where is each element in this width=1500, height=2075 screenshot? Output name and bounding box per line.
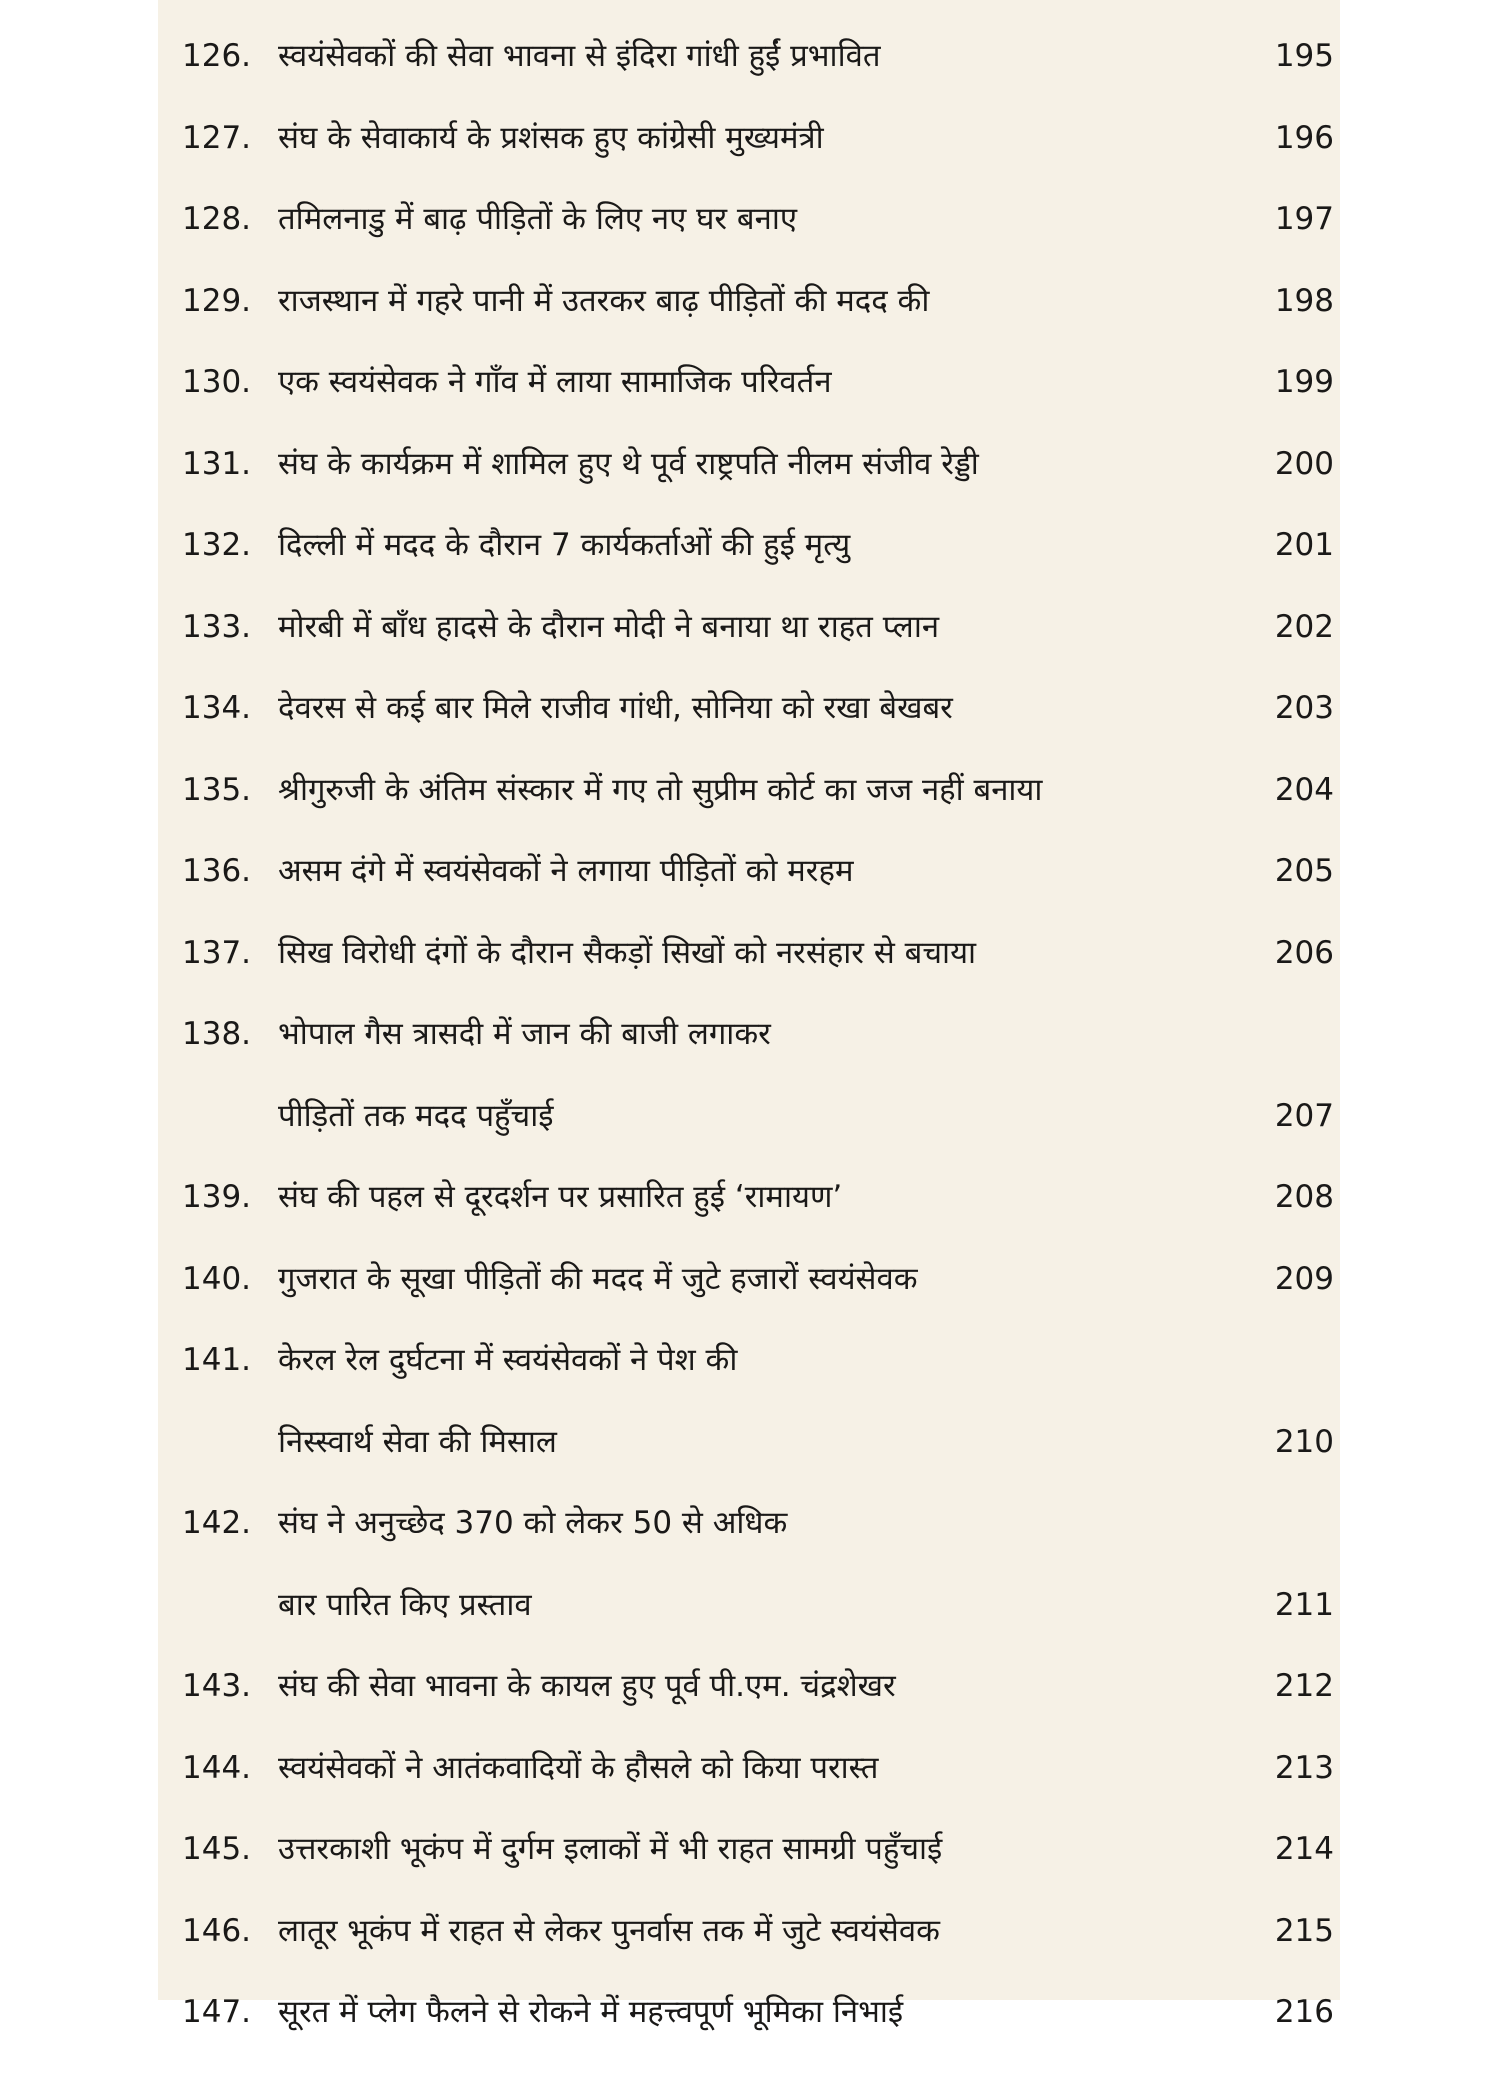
book-page [158,0,1340,2030]
entry-page-number: 215 [1274,1912,1334,1949]
entry-title-line: केरल रेल दुर्घटना में स्वयंसेवकों ने पेश की [278,1342,738,1378]
entry-number: 132. [182,527,252,563]
entry-number: 137. [182,934,252,971]
entry-title [278,526,1258,608]
entry-number: 136. [182,853,252,889]
entry-title-line: उत्तरकाशी भूकंप में दुर्गम इलाकों में भी राहत सामग्री पहुँचाई [278,1831,943,1867]
entry-title-line: संघ की पहल से दूरदर्शन पर प्रसारित हुई ‘रामायण’ [278,1179,843,1215]
entry-title [278,1504,1258,1667]
entry-page-number: 203 [1274,690,1334,726]
entry-title-line: बार पारित किए प्रस्ताव [278,1586,532,1623]
entry-title-line: स्वयंसेवकों ने आतंकवादियों के हौसले को किया परास्त [278,1749,879,1786]
entry-title [278,689,1258,771]
entry-title [278,282,1258,364]
entry-page-number: 214 [1274,1831,1334,1867]
entry-number: 143. [182,1668,252,1704]
entry-number: 138. [182,1016,252,1052]
entry-title-line: श्रीगुरुजी के अंतिम संस्कार में गए तो सुप्रीम कोर्ट का जज नहीं बनाया [278,771,1043,808]
entry-title-line: दिल्ली में मदद के दौरान 7 कार्यकर्ताओं की हुई मृत्यु [278,527,851,563]
entry-page-number: 200 [1274,445,1334,482]
entry-title-line: सूरत में प्लेग फैलने से रोकने में महत्त्वपूर्ण भूमिका निभाई [278,1994,904,2030]
entry-title-line: लातूर भूकंप में राहत से लेकर पुनर्वास तक में जुटे स्वयंसेवक [278,1912,940,1949]
entry-number: 141. [182,1342,252,1378]
entry-page-number: 199 [1274,364,1334,400]
entry-title [278,934,1258,1016]
entry-title-line: संघ ने अनुच्छेद 370 को लेकर 50 से अधिक [278,1505,788,1541]
entry-page-number: 198 [1274,282,1334,319]
entry-page-number: 204 [1274,771,1334,808]
entry-page-number: 216 [1274,1994,1334,2030]
entry-title [278,1830,1258,1912]
entry-title [278,771,1258,853]
entry-number: 131. [182,445,252,482]
entry-page-number: 208 [1274,1179,1334,1215]
entry-title [278,363,1258,445]
entry-title-line: संघ की सेवा भावना के कायल हुए पूर्व पी.एम. चंद्रशेखर [278,1668,896,1704]
entry-title [278,852,1258,934]
entry-title [278,1993,1258,2075]
entry-title-line: पीड़ितों तक मदद पहुँचाई [278,1097,554,1134]
entry-title [278,119,1258,201]
entry-page-number: 209 [1274,1260,1334,1297]
entry-title [278,1178,1258,1260]
entry-number: 133. [182,608,252,645]
entry-page-number: 213 [1274,1749,1334,1786]
entry-title [278,1341,1258,1504]
entry-title [278,200,1258,282]
entry-page-number: 206 [1274,934,1334,971]
entry-number: 146. [182,1912,252,1949]
entry-title-line: असम दंगे में स्वयंसेवकों ने लगाया पीड़ितों को मरहम [278,853,854,889]
entry-page-number: 201 [1274,527,1334,563]
entry-title [278,1015,1258,1178]
entry-number: 126. [182,38,252,74]
entry-title [278,1667,1258,1749]
entry-page-number: 211 [1274,1586,1334,1623]
entry-page-number: 195 [1274,38,1334,74]
entry-title [278,445,1258,527]
entry-page-number: 212 [1274,1668,1334,1704]
entry-page-number: 210 [1274,1423,1334,1460]
entry-title-line: तमिलनाडु में बाढ़ पीड़ितों के लिए नए घर बनाए [278,201,797,237]
entry-number: 130. [182,364,252,400]
entry-number: 140. [182,1260,252,1297]
entry-title-line: संघ के सेवाकार्य के प्रशंसक हुए कांग्रेसी मुख्यमंत्री [278,119,824,156]
entry-number: 142. [182,1505,252,1541]
entry-title-line: संघ के कार्यक्रम में शामिल हुए थे पूर्व राष्ट्रपति नीलम संजीव रेड्डी [278,445,979,482]
entry-title-line: भोपाल गैस त्रासदी में जान की बाजी लगाकर [278,1016,771,1052]
entry-title-line: देवरस से कई बार मिले राजीव गांधी, सोनिया को रखा बेखबर [278,690,953,726]
entry-number: 127. [182,119,252,156]
entry-title-line: सिख विरोधी दंगों के दौरान सैकड़ों सिखों को नरसंहार से बचाया [278,934,977,971]
entry-number: 135. [182,771,252,808]
entry-page-number: 207 [1274,1097,1334,1134]
entry-title [278,1749,1258,1831]
entry-number: 129. [182,282,252,319]
entry-title [278,608,1258,690]
entry-page-number: 196 [1274,119,1334,156]
entry-page-number: 202 [1274,608,1334,645]
entry-title [278,1260,1258,1342]
entry-page-number: 205 [1274,853,1334,889]
entry-title-line: एक स्वयंसेवक ने गाँव में लाया सामाजिक परिवर्तन [278,364,832,400]
entry-number: 144. [182,1749,252,1786]
entry-title [278,37,1258,119]
entry-title-line: मोरबी में बाँध हादसे के दौरान मोदी ने बनाया था राहत प्लान [278,608,940,645]
entry-title-line: स्वयंसेवकों की सेवा भावना से इंदिरा गांधी हुईं प्रभावित [278,38,881,74]
entry-number: 139. [182,1179,252,1215]
entry-page-number: 197 [1274,201,1334,237]
entry-number: 128. [182,201,252,237]
entry-number: 134. [182,690,252,726]
entry-title-line: निस्स्वार्थ सेवा की मिसाल [278,1423,557,1460]
entry-title [278,1912,1258,1994]
entry-number: 145. [182,1831,252,1867]
entry-title-line: गुजरात के सूखा पीड़ितों की मदद में जुटे हजारों स्वयंसेवक [278,1260,918,1297]
entry-number: 147. [182,1994,252,2030]
entry-title-line: राजस्थान में गहरे पानी में उतरकर बाढ़ पीड़ितों की मदद की [278,282,930,319]
